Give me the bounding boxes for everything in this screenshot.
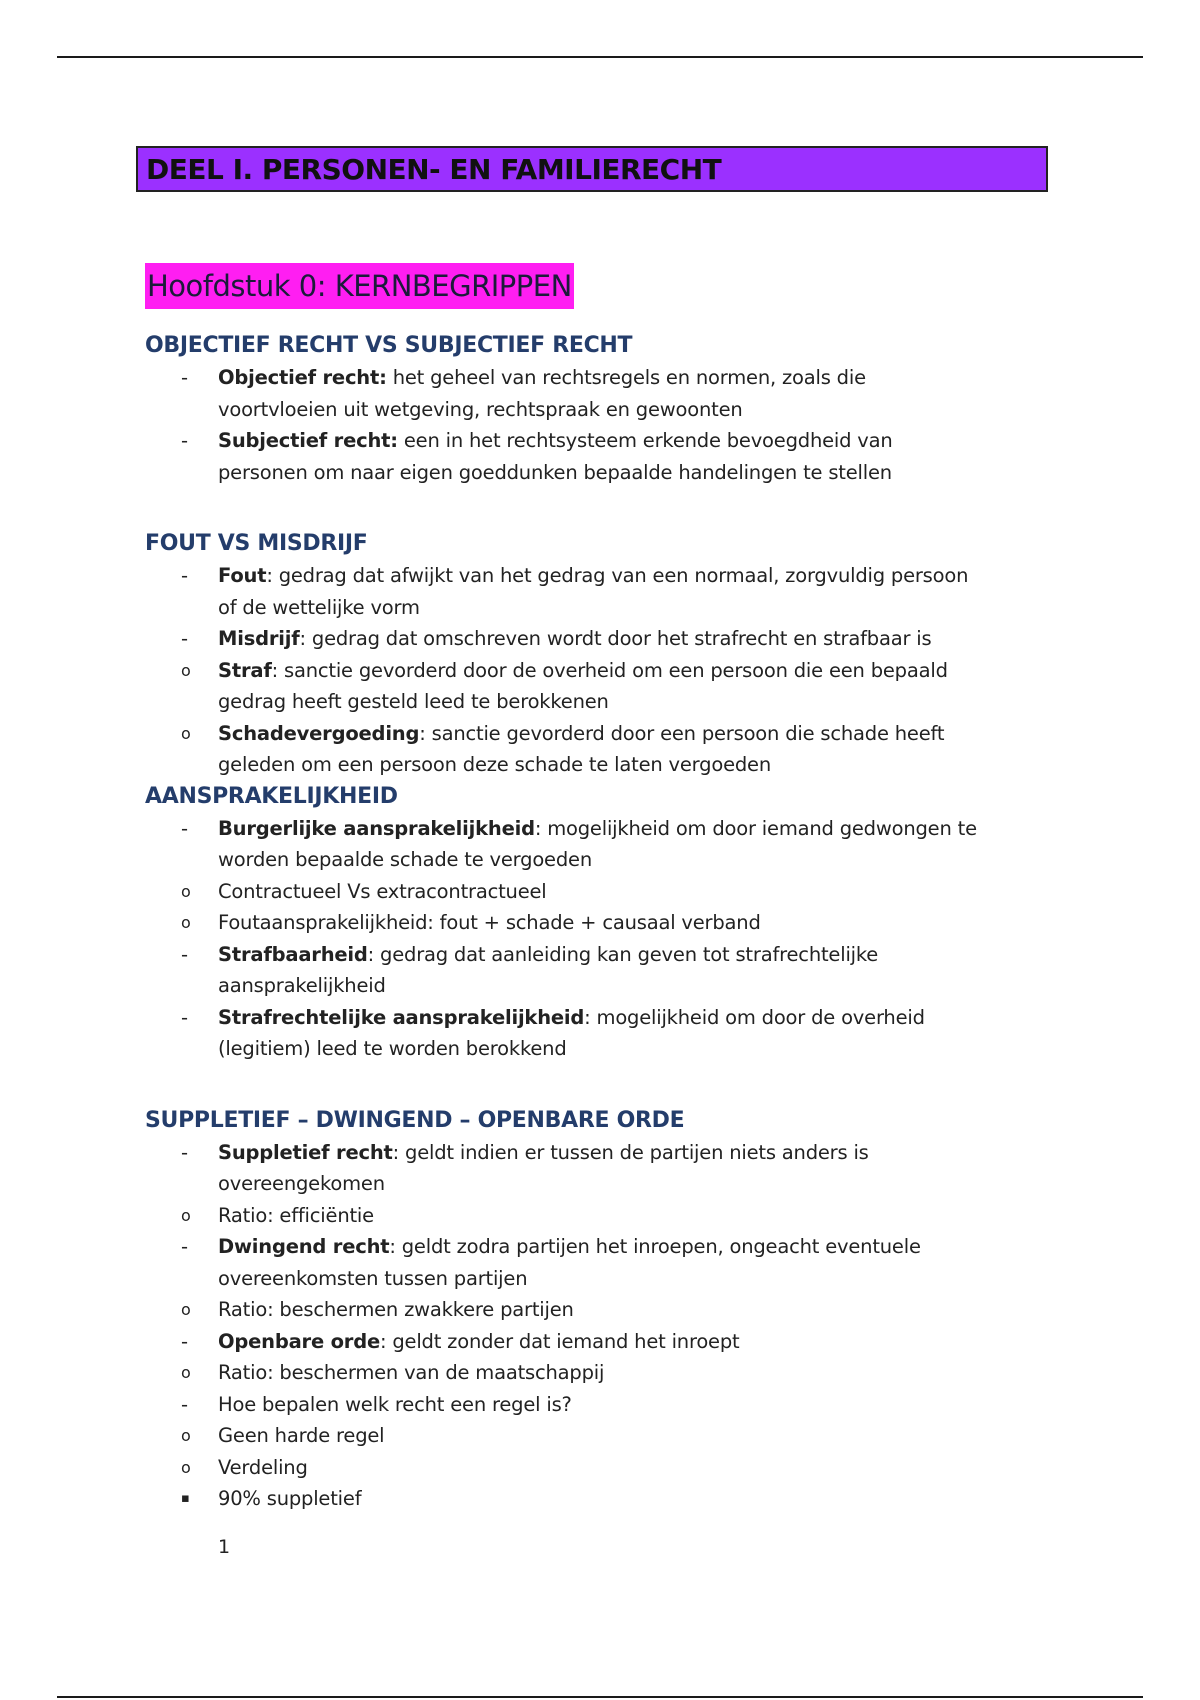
list-item xyxy=(145,1452,978,1484)
list-item xyxy=(145,655,978,718)
item-text: : gedrag dat aanleiding kan geven tot strafrechtelijke aansprakelijkheid xyxy=(218,942,879,997)
list-item xyxy=(145,876,978,908)
item-term: Dwingend recht xyxy=(218,1235,390,1258)
dash-bullet: - xyxy=(181,1329,188,1353)
list-item xyxy=(145,1357,978,1389)
list-item xyxy=(145,623,978,655)
item-term: Strafbaarheid xyxy=(218,942,368,966)
list-item xyxy=(145,718,978,781)
dash-bullet: - xyxy=(181,1392,188,1416)
circle-bullet-icon: o xyxy=(181,881,191,901)
section-2 xyxy=(145,781,1145,1065)
item-text: : sanctie gevorderd door een persoon die schade heeft geleden om een persoon deze schade te laten vergoeden xyxy=(218,721,945,776)
dash-bullet: - xyxy=(181,366,188,389)
bullet-list xyxy=(145,560,1145,781)
document-body xyxy=(145,330,1145,1515)
list-item xyxy=(145,939,978,1002)
dash-bullet: - xyxy=(181,564,188,587)
dash-bullet: - xyxy=(181,627,188,650)
section-heading: FOUT VS MISDRIJF xyxy=(145,531,368,556)
circle-bullet-icon: o xyxy=(181,1300,191,1319)
item-text: Contractueel Vs extracontractueel xyxy=(218,879,547,903)
item-text: : mogelijkheid om door de overheid (legitiem) leed te worden berokkend xyxy=(218,1005,925,1060)
item-text: 90% suppletief xyxy=(218,1487,362,1510)
item-text: Geen harde regel xyxy=(218,1424,385,1447)
item-term: Strafrechtelijke aansprakelijkheid xyxy=(218,1005,585,1029)
item-text: Verdeling xyxy=(218,1455,308,1479)
dash-bullet: - xyxy=(181,942,188,966)
circle-bullet-icon: o xyxy=(181,1457,191,1477)
item-text: Hoe bepalen welk recht een regel is? xyxy=(218,1392,572,1416)
part-title: DEEL I. PERSONEN- EN FAMILIERECHT xyxy=(136,146,1048,192)
list-item xyxy=(145,1231,978,1294)
list-item xyxy=(145,813,978,876)
dash-bullet: - xyxy=(181,1005,188,1029)
list-item xyxy=(145,1200,978,1232)
section-heading: AANSPRAKELIJKHEID xyxy=(145,783,398,809)
chapter-title: Hoofdstuk 0: KERNBEGRIPPEN xyxy=(145,263,574,309)
circle-bullet-icon: o xyxy=(181,1205,191,1225)
section-spacer xyxy=(145,1065,1145,1105)
item-term: Burgerlijke aansprakelijkheid xyxy=(218,816,535,840)
bullet-list xyxy=(145,362,1145,488)
list-item xyxy=(145,1389,978,1421)
item-text: Foutaansprakelijkheid: fout + schade + causaal verband xyxy=(218,911,761,934)
circle-bullet-icon: o xyxy=(181,723,191,743)
item-text: : geldt zodra partijen het inroepen, ongeacht eventuele overeenkomsten tussen partijen xyxy=(218,1235,921,1290)
item-text: een in het rechtsysteem erkende bevoegdheid van personen om naar eigen goeddunken bepaalde handelingen te stellen xyxy=(218,429,893,484)
section-1 xyxy=(145,528,1145,781)
item-term: Misdrijf xyxy=(218,627,300,650)
dash-bullet: - xyxy=(181,429,188,452)
item-term: Subjectief recht: xyxy=(218,429,398,452)
section-3 xyxy=(145,1105,1145,1515)
item-text: : geldt indien er tussen de partijen niets anders is overeengekomen xyxy=(218,1140,869,1195)
dash-bullet: - xyxy=(181,1140,188,1164)
item-text: : gedrag dat afwijkt van het gedrag van een normaal, zorgvuldig persoon of de wettelijke vorm xyxy=(218,564,969,619)
list-item xyxy=(145,425,978,488)
section-spacer xyxy=(145,488,1145,528)
item-text: Ratio: beschermen van de maatschappij xyxy=(218,1361,605,1384)
item-term: Objectief recht: xyxy=(218,366,387,389)
item-text: het geheel van rechtsregels en normen, zoals die voortvloeien uit wetgeving, rechtspraak en gewoonten xyxy=(218,366,866,421)
item-term: Schadevergoeding xyxy=(218,721,420,745)
section-heading: SUPPLETIEF – DWINGEND – OPENBARE ORDE xyxy=(145,1107,685,1133)
list-item xyxy=(145,560,978,623)
dash-bullet: - xyxy=(181,1235,188,1258)
bullet-list xyxy=(145,1137,1145,1515)
item-text: Ratio: efficiëntie xyxy=(218,1203,374,1227)
dash-bullet: - xyxy=(181,816,188,840)
item-term: Openbare orde xyxy=(218,1329,380,1353)
item-text: : gedrag dat omschreven wordt door het strafrecht en strafbaar is xyxy=(299,627,932,650)
circle-bullet-icon: o xyxy=(181,1426,191,1445)
list-item xyxy=(145,362,978,425)
list-item xyxy=(145,1420,978,1452)
item-term: Straf xyxy=(218,658,272,682)
circle-bullet-icon: o xyxy=(181,660,191,680)
item-term: Suppletief recht xyxy=(218,1140,393,1164)
item-term: Fout xyxy=(218,564,267,587)
list-item xyxy=(145,1483,978,1515)
page-number: 1 xyxy=(218,1536,231,1558)
square-bullet-icon: ▪ xyxy=(181,1491,190,1506)
item-text: : sanctie gevorderd door de overheid om een persoon die een bepaald gedrag heeft gesteld leed te berokkenen xyxy=(218,658,948,713)
section-heading: OBJECTIEF RECHT VS SUBJECTIEF RECHT xyxy=(145,333,633,358)
list-item xyxy=(145,1137,978,1200)
circle-bullet-icon: o xyxy=(181,913,191,932)
list-item xyxy=(145,1002,978,1065)
item-text: Ratio: beschermen zwakkere partijen xyxy=(218,1298,574,1321)
list-item xyxy=(145,907,978,939)
list-item xyxy=(145,1326,978,1358)
item-text: : mogelijkheid om door iemand gedwongen te worden bepaalde schade te vergoeden xyxy=(218,816,977,871)
footer-rule xyxy=(57,1696,1143,1698)
bullet-list xyxy=(145,813,1145,1065)
circle-bullet-icon: o xyxy=(181,1363,191,1382)
header-rule xyxy=(57,56,1143,58)
section-0 xyxy=(145,330,1145,488)
item-text: : geldt zonder dat iemand het inroept xyxy=(380,1329,740,1353)
list-item xyxy=(145,1294,978,1326)
